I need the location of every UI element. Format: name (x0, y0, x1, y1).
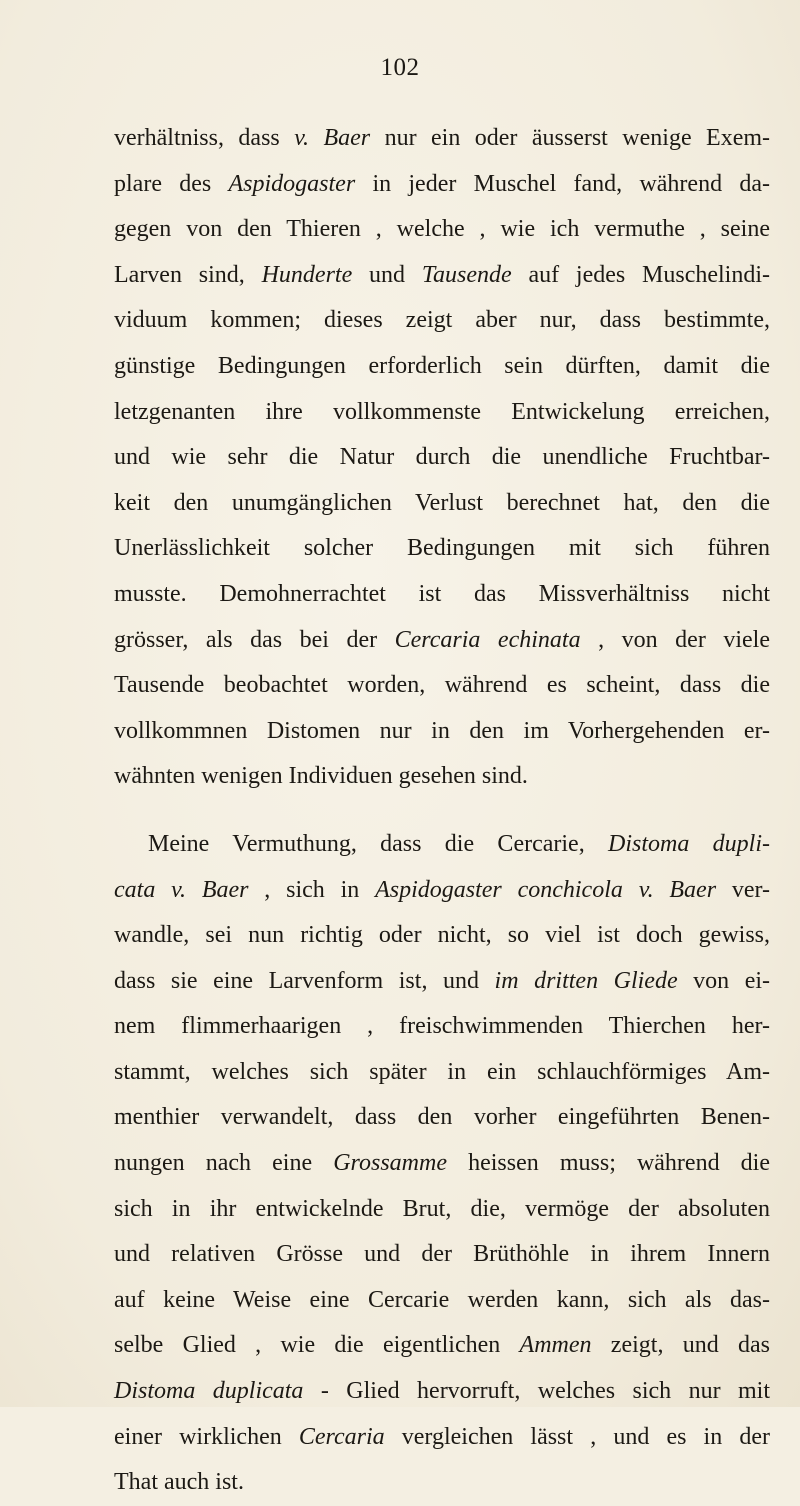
text-run: stammt, welches sich später in ein schlauchförmiges Am- (114, 1058, 770, 1085)
text-run: wandle, sei nun richtig oder nicht, so viel ist doch gewiss, (114, 922, 770, 949)
text-run: vergleichen lässt , und es in der (384, 1423, 770, 1450)
text-line (114, 116, 770, 162)
text-run: dass sie eine Larvenform ist, und (114, 967, 495, 994)
text-run: That auch ist. (114, 1469, 244, 1496)
paragraph-gap (114, 800, 770, 822)
text-run: nur ein oder äusserst wenige Exem- (370, 125, 770, 151)
text-line (114, 1323, 770, 1369)
text-line (114, 822, 770, 868)
text-run: von ei- (677, 967, 770, 994)
text-line (114, 709, 770, 755)
text-line (114, 868, 770, 914)
text-run: verhältniss, dass (114, 125, 295, 151)
text-run: auf jedes Muschelindi- (511, 261, 771, 288)
text-line (114, 913, 770, 959)
text-line (114, 298, 770, 344)
text-line (114, 526, 770, 572)
text-run: nungen nach eine (114, 1150, 334, 1177)
text-run: vollkommnen Distomen nur in den im Vorhergehenden er- (114, 717, 770, 744)
text-run: günstige Bedingungen erforderlich sein dürften, damit die (114, 352, 770, 379)
paragraph (114, 822, 770, 1506)
text-line (114, 1369, 770, 1415)
italic-term: Ammen (519, 1332, 592, 1359)
italic-term: Distoma duplicata (114, 1378, 304, 1405)
italic-term: Cercaria echinata (394, 626, 581, 653)
text-run: in jeder Muschel fand, während da- (355, 170, 770, 197)
text-run: zeigt, und das (591, 1332, 770, 1359)
text-line (114, 1278, 770, 1324)
text-line (114, 754, 770, 800)
text-line (114, 1004, 770, 1050)
text-run: gegen von den Thieren , welche , wie ich vermuthe , seine (114, 216, 770, 243)
text-line (114, 618, 770, 664)
italic-term: Aspidogaster conchicola v. Baer (375, 876, 717, 903)
text-line (114, 207, 770, 253)
text-line (114, 481, 770, 527)
text-run: plare des (114, 170, 229, 197)
text-run: , sich in (248, 876, 376, 903)
text-run: - Glied hervorruft, welches sich nur mit (303, 1378, 770, 1405)
text-line (114, 390, 770, 436)
text-run: heissen muss; während die (447, 1150, 770, 1177)
text-line (114, 1232, 770, 1278)
text-run: und wie sehr die Natur durch die unendliche Fruchtbar- (114, 444, 770, 471)
text-run: einer wirklichen (114, 1423, 299, 1450)
text-run: selbe Glied , wie die eigentlichen (114, 1332, 520, 1359)
italic-term: v. Baer (294, 125, 371, 151)
text-run: musste. Demohnerrachtet ist das Missverhältniss nicht (114, 580, 770, 607)
text-line (114, 162, 770, 208)
text-run: und relativen Grösse und der Brüthöhle in ihrem Innern (114, 1241, 770, 1268)
text-run: Unerlässlichkeit solcher Bedingungen mit sich führen (114, 535, 770, 562)
text-run: Tausende beobachtet worden, während es scheint, dass die (114, 672, 770, 699)
text-run: grösser, als das bei der (114, 626, 395, 653)
text-run: Larven sind, (114, 261, 262, 288)
text-line (114, 1050, 770, 1096)
text-run: nem flimmerhaarigen , freischwimmenden Thierchen her- (114, 1013, 770, 1040)
text-run: wähnten wenigen Individuen gesehen sind. (114, 763, 528, 790)
text-line (114, 253, 770, 299)
italic-term: im dritten Gliede (494, 967, 678, 994)
text-line (114, 1095, 770, 1141)
text-line (114, 1141, 770, 1187)
text-line (114, 1460, 770, 1506)
text-run: letzgenanten ihre vollkommenste Entwickelung erreichen, (114, 398, 770, 425)
text-line (114, 1187, 770, 1233)
page-number: 102 (380, 54, 420, 81)
text-line (114, 435, 770, 481)
text-line (114, 572, 770, 618)
italic-term: Tausende (421, 261, 512, 288)
text-line (114, 663, 770, 709)
text-run: sich in ihr entwickelnde Brut, die, vermöge der absoluten (114, 1195, 770, 1222)
italic-term: Aspidogaster (228, 170, 356, 197)
italic-term: cata v. Baer (114, 876, 249, 903)
text-run: menthier verwandelt, dass den vorher eingeführten Benen- (114, 1104, 770, 1131)
body-text (114, 116, 770, 1506)
text-run: Meine Vermuthung, dass die Cercarie, (148, 830, 609, 857)
text-run: und (352, 261, 422, 288)
text-run: keit den unumgänglichen Verlust berechnet hat, den die (114, 489, 770, 516)
text-run: viduum kommen; dieses zeigt aber nur, dass bestimmte, (114, 307, 770, 334)
italic-term: Distoma dupli- (608, 830, 770, 857)
text-run: , von der viele (580, 626, 770, 653)
italic-term: Grossamme (333, 1150, 447, 1177)
text-line (114, 959, 770, 1005)
text-line (114, 344, 770, 390)
text-run: ver- (716, 876, 771, 903)
text-run: auf keine Weise eine Cercarie werden kann, sich als das- (114, 1286, 770, 1313)
text-line (114, 1415, 770, 1461)
italic-term: Hunderte (261, 261, 353, 288)
italic-term: Cercaria (298, 1423, 385, 1450)
paragraph (114, 116, 770, 800)
